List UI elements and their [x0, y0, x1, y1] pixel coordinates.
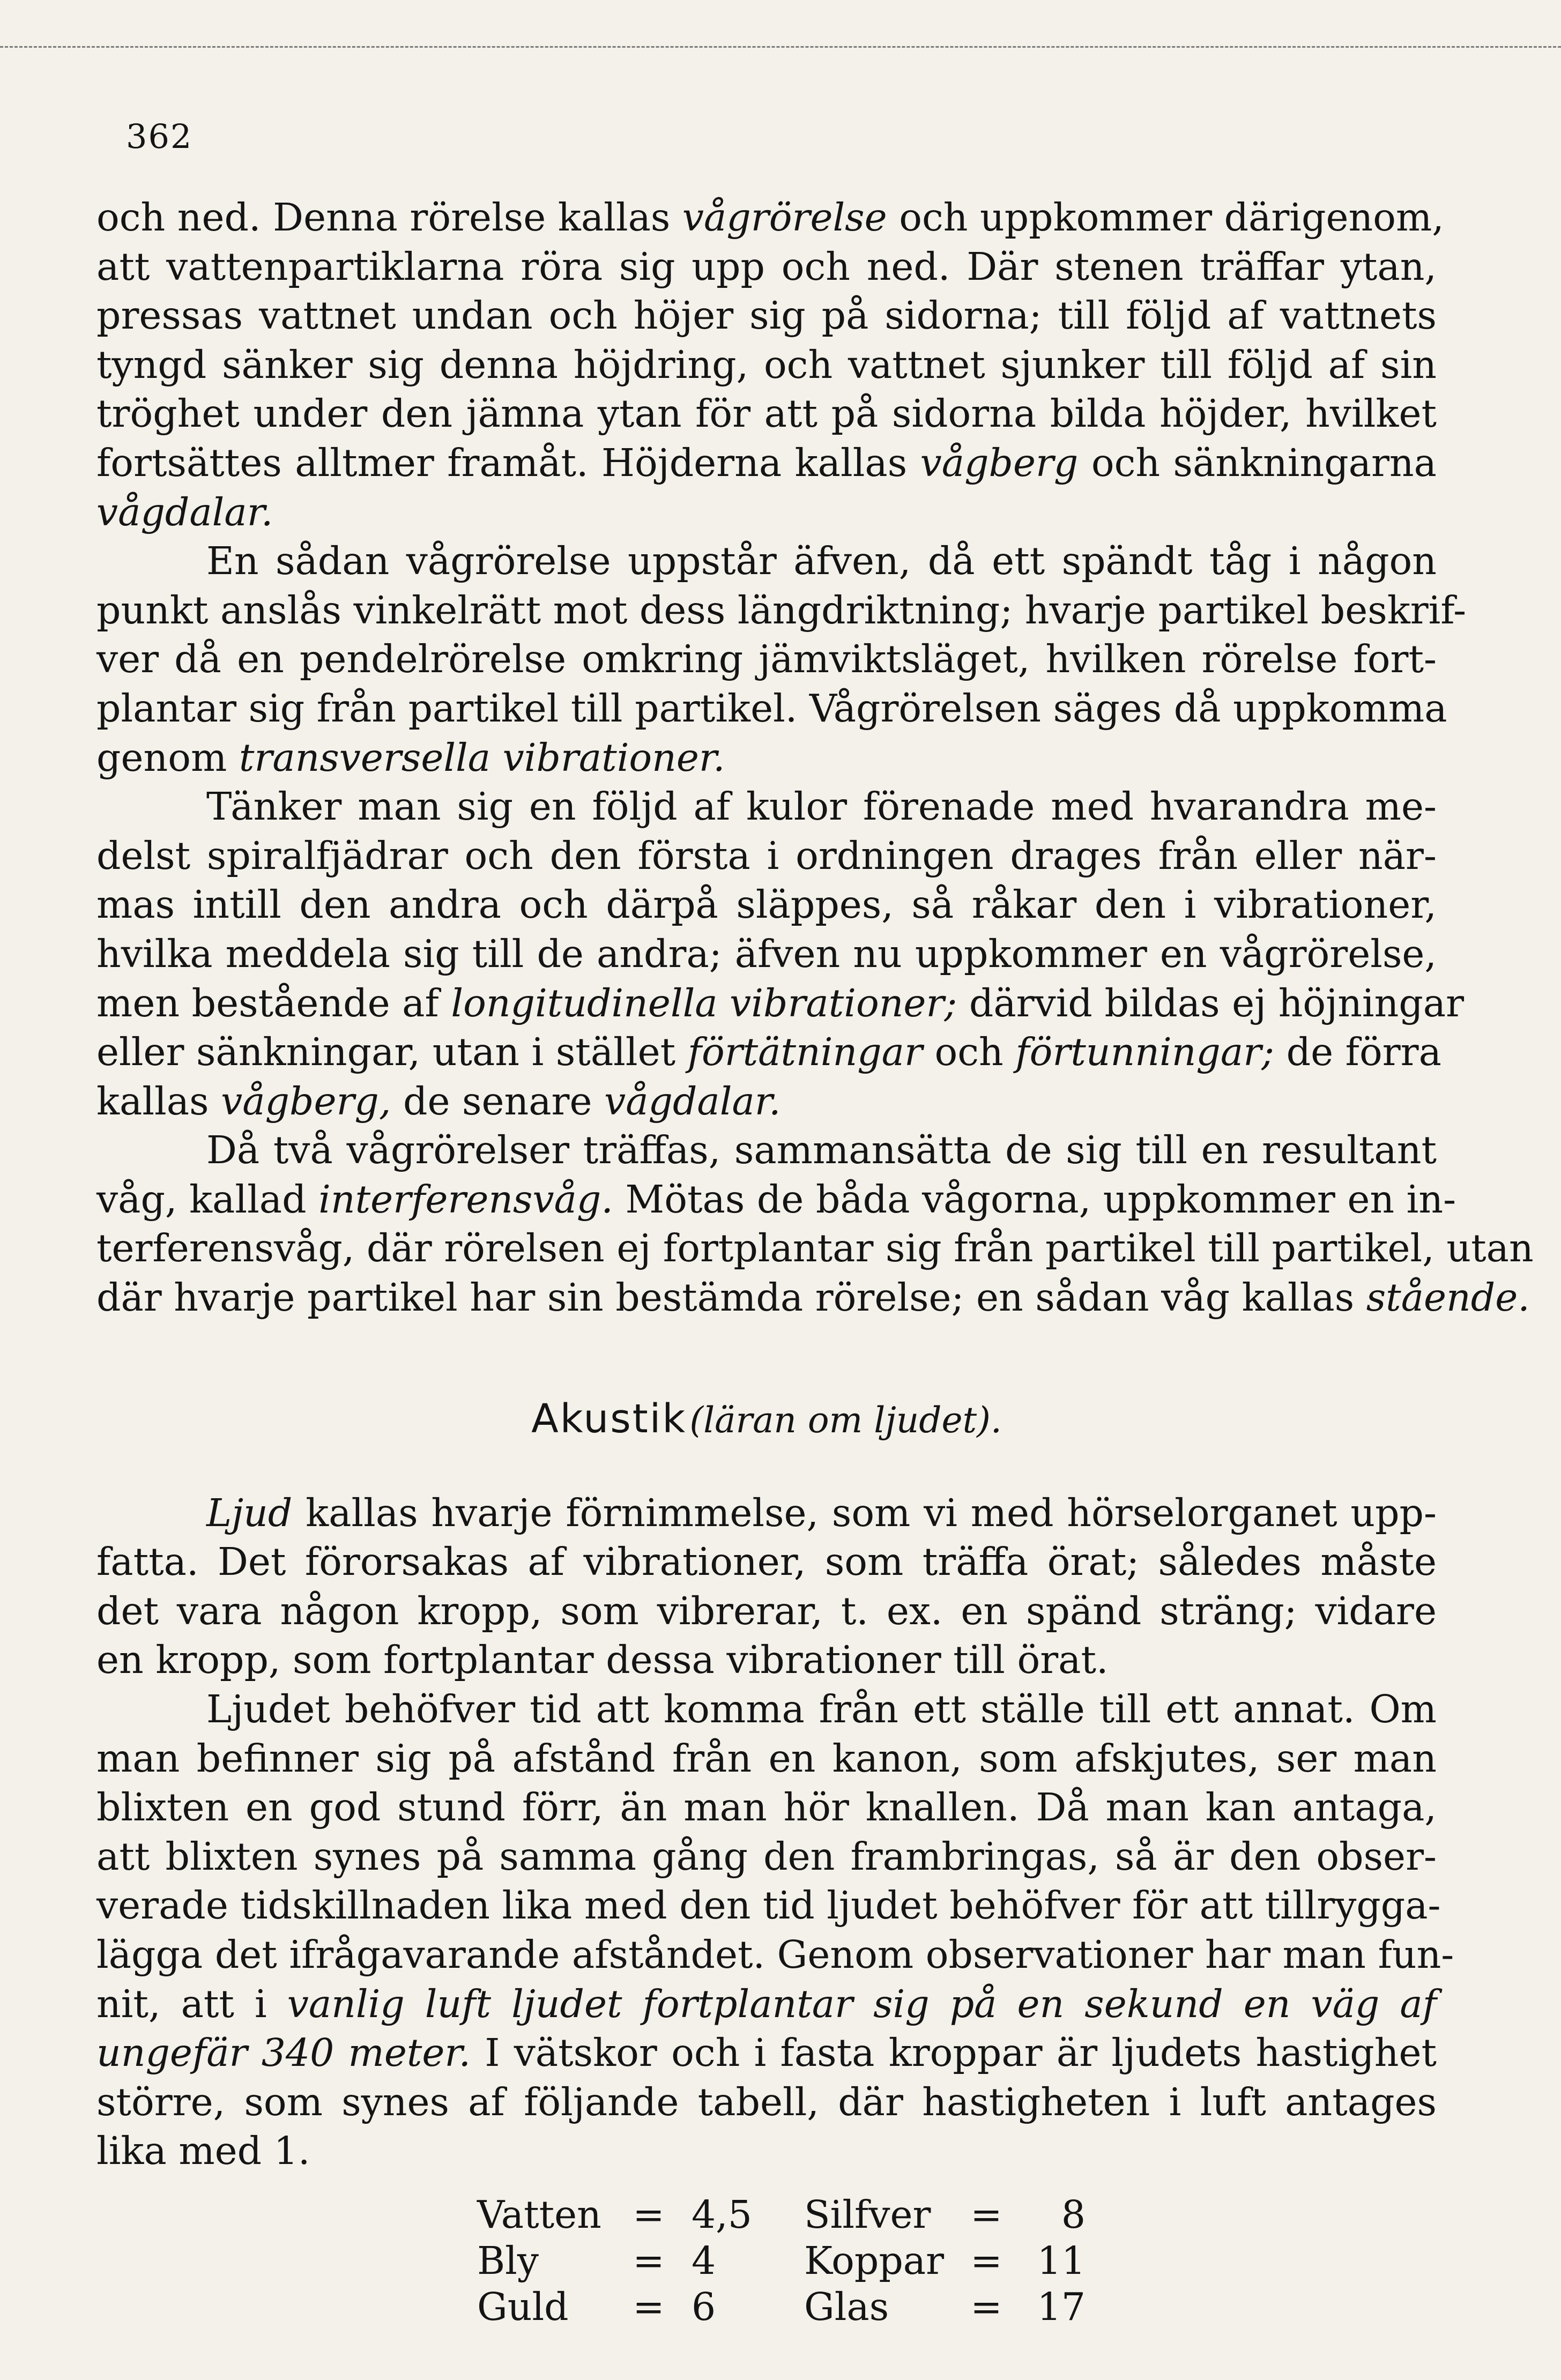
equals-sign: =: [633, 2238, 665, 2284]
text-line: [96, 684, 1447, 733]
text-run: de senare: [391, 1079, 605, 1124]
text-line: [96, 340, 1437, 390]
text-line: [96, 1489, 1437, 1538]
table-row: [477, 2238, 1086, 2284]
italic-term: transversella vibrationer.: [239, 735, 725, 780]
text-run: och uppkommer därigenom,: [887, 195, 1444, 240]
text-run: man befinner sig på afstånd från en kanon, som afskjutes, ser man: [96, 1736, 1437, 1781]
equals-sign: =: [970, 2192, 1002, 2237]
text-line: [96, 782, 1437, 831]
text-run: lägga det ifrågavarande afståndet. Genom observationer har man fun-: [96, 1932, 1454, 1977]
text-line: [96, 1587, 1437, 1636]
text-line: [96, 1028, 1441, 1077]
text-line: [96, 537, 1437, 586]
text-run: verade tidskillnaden lika med den tid ljudet behöfver för att tillrygga-: [96, 1883, 1441, 1928]
text-line: [96, 635, 1437, 684]
text-run: de förra: [1274, 1030, 1441, 1075]
text-line: [96, 389, 1437, 438]
text-line: [96, 1930, 1454, 1980]
text-run: tyngd sänker sig denna höjdring, och vattnet sjunker till följd af sin: [96, 342, 1437, 387]
paragraph: [96, 193, 1444, 537]
italic-term: vågdalar.: [604, 1079, 781, 1124]
italic-term: vågberg: [920, 440, 1079, 485]
speed-value: 6: [692, 2285, 716, 2330]
material-name: Guld: [477, 2285, 569, 2330]
text-run: fatta. Det förorsakas af vibrationer, som träffa örat; således måste: [96, 1539, 1437, 1585]
speed-value: 17: [1037, 2285, 1086, 2330]
text-line: [96, 1126, 1437, 1175]
text-line: [96, 1783, 1437, 1832]
italic-term: förtunningar;: [1015, 1030, 1275, 1075]
text-run: tröghet under den jämna ytan för att på sidorna bilda höjder, hvilket: [96, 391, 1437, 436]
equals-sign: =: [970, 2238, 1002, 2284]
acoustics-section: [96, 1489, 1454, 2176]
italic-term: vågdalar.: [96, 489, 273, 534]
speed-value: 11: [1037, 2238, 1086, 2284]
text-line: [96, 733, 1437, 783]
text-line: [96, 291, 1437, 340]
text-run: plantar sig från partikel till partikel. Vågrörelsen säges då uppkomma: [96, 686, 1447, 731]
table-row: [477, 2284, 1086, 2330]
text-run: Tänker man sig en följd af kulor förenade med hvarandra me-: [206, 784, 1437, 829]
text-line: [96, 979, 1465, 1028]
text-run: kallas: [96, 1079, 221, 1124]
paragraph: [96, 537, 1467, 782]
text-run: En sådan vågrörelse uppstår äfven, då ett spändt tåg i någon: [206, 539, 1437, 584]
material-name: Koppar: [804, 2238, 945, 2284]
italic-term: Ljud: [206, 1490, 293, 1535]
section-heading: [96, 1381, 1437, 1456]
text-run: och sänkningarna: [1078, 440, 1437, 485]
text-line: [96, 1881, 1441, 1930]
heading-subtitle: (läran om ljudet).: [689, 1399, 1002, 1441]
equals-sign: =: [633, 2192, 665, 2237]
text-run: större, som synes af följande tabell, där hastigheten i luft antages: [96, 2079, 1437, 2124]
italic-term: interferensvåg.: [318, 1177, 613, 1222]
text-line: [96, 1224, 1534, 1273]
text-run: och: [922, 1030, 1016, 1075]
text-run: delst spiralfjädrar och den första i ordningen drages från eller när-: [96, 833, 1437, 878]
italic-term: ungefär 340 meter.: [96, 2031, 471, 2076]
text-line: [96, 242, 1437, 292]
top-rule: [0, 46, 1561, 48]
text-line: [96, 1537, 1437, 1587]
text-line: [96, 1273, 1530, 1322]
italic-term: vanlig luft ljudet fortplantar sig på en sekund en väg af: [287, 1981, 1437, 2026]
equals-sign: =: [970, 2285, 1002, 2330]
page-body: [96, 193, 1534, 2330]
text-line: [96, 1980, 1437, 2029]
text-line: [96, 438, 1437, 488]
text-run: att vattenpartiklarna röra sig upp och ned. Där stenen träffar ytan,: [96, 244, 1437, 289]
italic-term: vågberg,: [221, 1079, 391, 1124]
text-line: [96, 1832, 1437, 1881]
text-line: [96, 1734, 1437, 1783]
text-line: [96, 586, 1467, 635]
text-run: fortsättes alltmer framåt. Höjderna kallas: [96, 440, 920, 485]
text-run: våg, kallad: [96, 1177, 319, 1222]
italic-term: longitudinella vibrationer;: [451, 980, 957, 1025]
text-run: blixten en god stund förr, än man hör knallen. Då man kan antaga,: [96, 1785, 1437, 1830]
text-run: lika med 1.: [96, 2129, 310, 2174]
page-number: 362: [126, 117, 193, 156]
text-run: en kropp, som fortplantar dessa vibrationer till örat.: [96, 1638, 1109, 1683]
text-line: [96, 1175, 1456, 1224]
italic-term: vågrörelse: [682, 195, 887, 240]
text-run: pressas vattnet undan och höjer sig på sidorna; till följd af vattnets: [96, 293, 1437, 338]
paragraph: [96, 1126, 1534, 1322]
text-line: [96, 488, 1437, 537]
text-run: det vara någon kropp, som vibrerar, t. ex. en spänd sträng; vidare: [96, 1588, 1437, 1633]
text-run: kallas hvarje förnimmelse, som vi med hörselorganet upp-: [292, 1490, 1437, 1535]
text-line: [96, 929, 1437, 979]
text-line: [96, 1077, 1437, 1126]
heading-main: Akustik: [531, 1395, 687, 1442]
text-run: och ned. Denna rörelse kallas: [96, 195, 682, 240]
text-run: mas intill den andra och därpå släppes, så råkar den i vibrationer,: [96, 882, 1437, 927]
material-name: Silfver: [804, 2192, 931, 2237]
text-run: nit, att i: [96, 1981, 287, 2026]
wave-section: [96, 193, 1534, 1322]
text-run: hvilka meddela sig till de andra; äfven nu uppkommer en vågrörelse,: [96, 931, 1437, 976]
text-line: [96, 880, 1437, 929]
equals-sign: =: [633, 2285, 665, 2330]
text-line: [96, 1685, 1437, 1734]
text-line: [96, 2078, 1437, 2127]
paragraph: [96, 1685, 1454, 2176]
text-run: Då två vågrörelser träffas, sammansätta de sig till en resultant: [206, 1128, 1437, 1173]
text-run: eller sänkningar, utan i stället: [96, 1030, 688, 1075]
text-run: I vätskor och i fasta kroppar är ljudets hastighet: [471, 2031, 1437, 2076]
text-run: men bestående af: [96, 980, 451, 1025]
text-run: Ljudet behöfver tid att komma från ett ställe till ett annat. Om: [206, 1687, 1437, 1732]
italic-term: förtätningar: [687, 1030, 923, 1075]
speed-value: 8: [1061, 2192, 1086, 2237]
material-name: Bly: [477, 2238, 539, 2284]
text-line: [96, 1635, 1437, 1685]
sound-speed-table: [477, 2192, 1086, 2330]
text-line: [96, 193, 1444, 242]
text-run: terferensvåg, där rörelsen ej fortplantar sig från partikel till partikel, utan: [96, 1226, 1534, 1271]
text-run: ver då en pendelrörelse omkring jämviktsläget, hvilken rörelse fort-: [96, 637, 1437, 682]
text-line: [96, 2126, 1437, 2176]
text-run: att blixten synes på samma gång den frambringas, så är den obser-: [96, 1834, 1437, 1879]
text-run: där hvarje partikel har sin bestämda rörelse; en sådan våg kallas: [96, 1275, 1366, 1320]
text-run: punkt anslås vinkelrätt mot dess längdriktning; hvarje partikel beskrif-: [96, 587, 1467, 633]
speed-value: 4,5: [692, 2192, 752, 2237]
material-name: Glas: [804, 2285, 889, 2330]
text-run: Mötas de båda vågorna, uppkommer en in-: [613, 1177, 1456, 1222]
material-name: Vatten: [477, 2192, 601, 2237]
speed-value: 4: [692, 2238, 716, 2284]
paragraph: [96, 1489, 1437, 1685]
text-run: därvid bildas ej höjningar: [957, 980, 1465, 1025]
italic-term: stående.: [1366, 1275, 1530, 1320]
text-line: [96, 831, 1437, 881]
text-line: [96, 2028, 1437, 2078]
text-run: genom: [96, 735, 239, 780]
table-row: [477, 2192, 1086, 2238]
paragraph: [96, 782, 1465, 1126]
